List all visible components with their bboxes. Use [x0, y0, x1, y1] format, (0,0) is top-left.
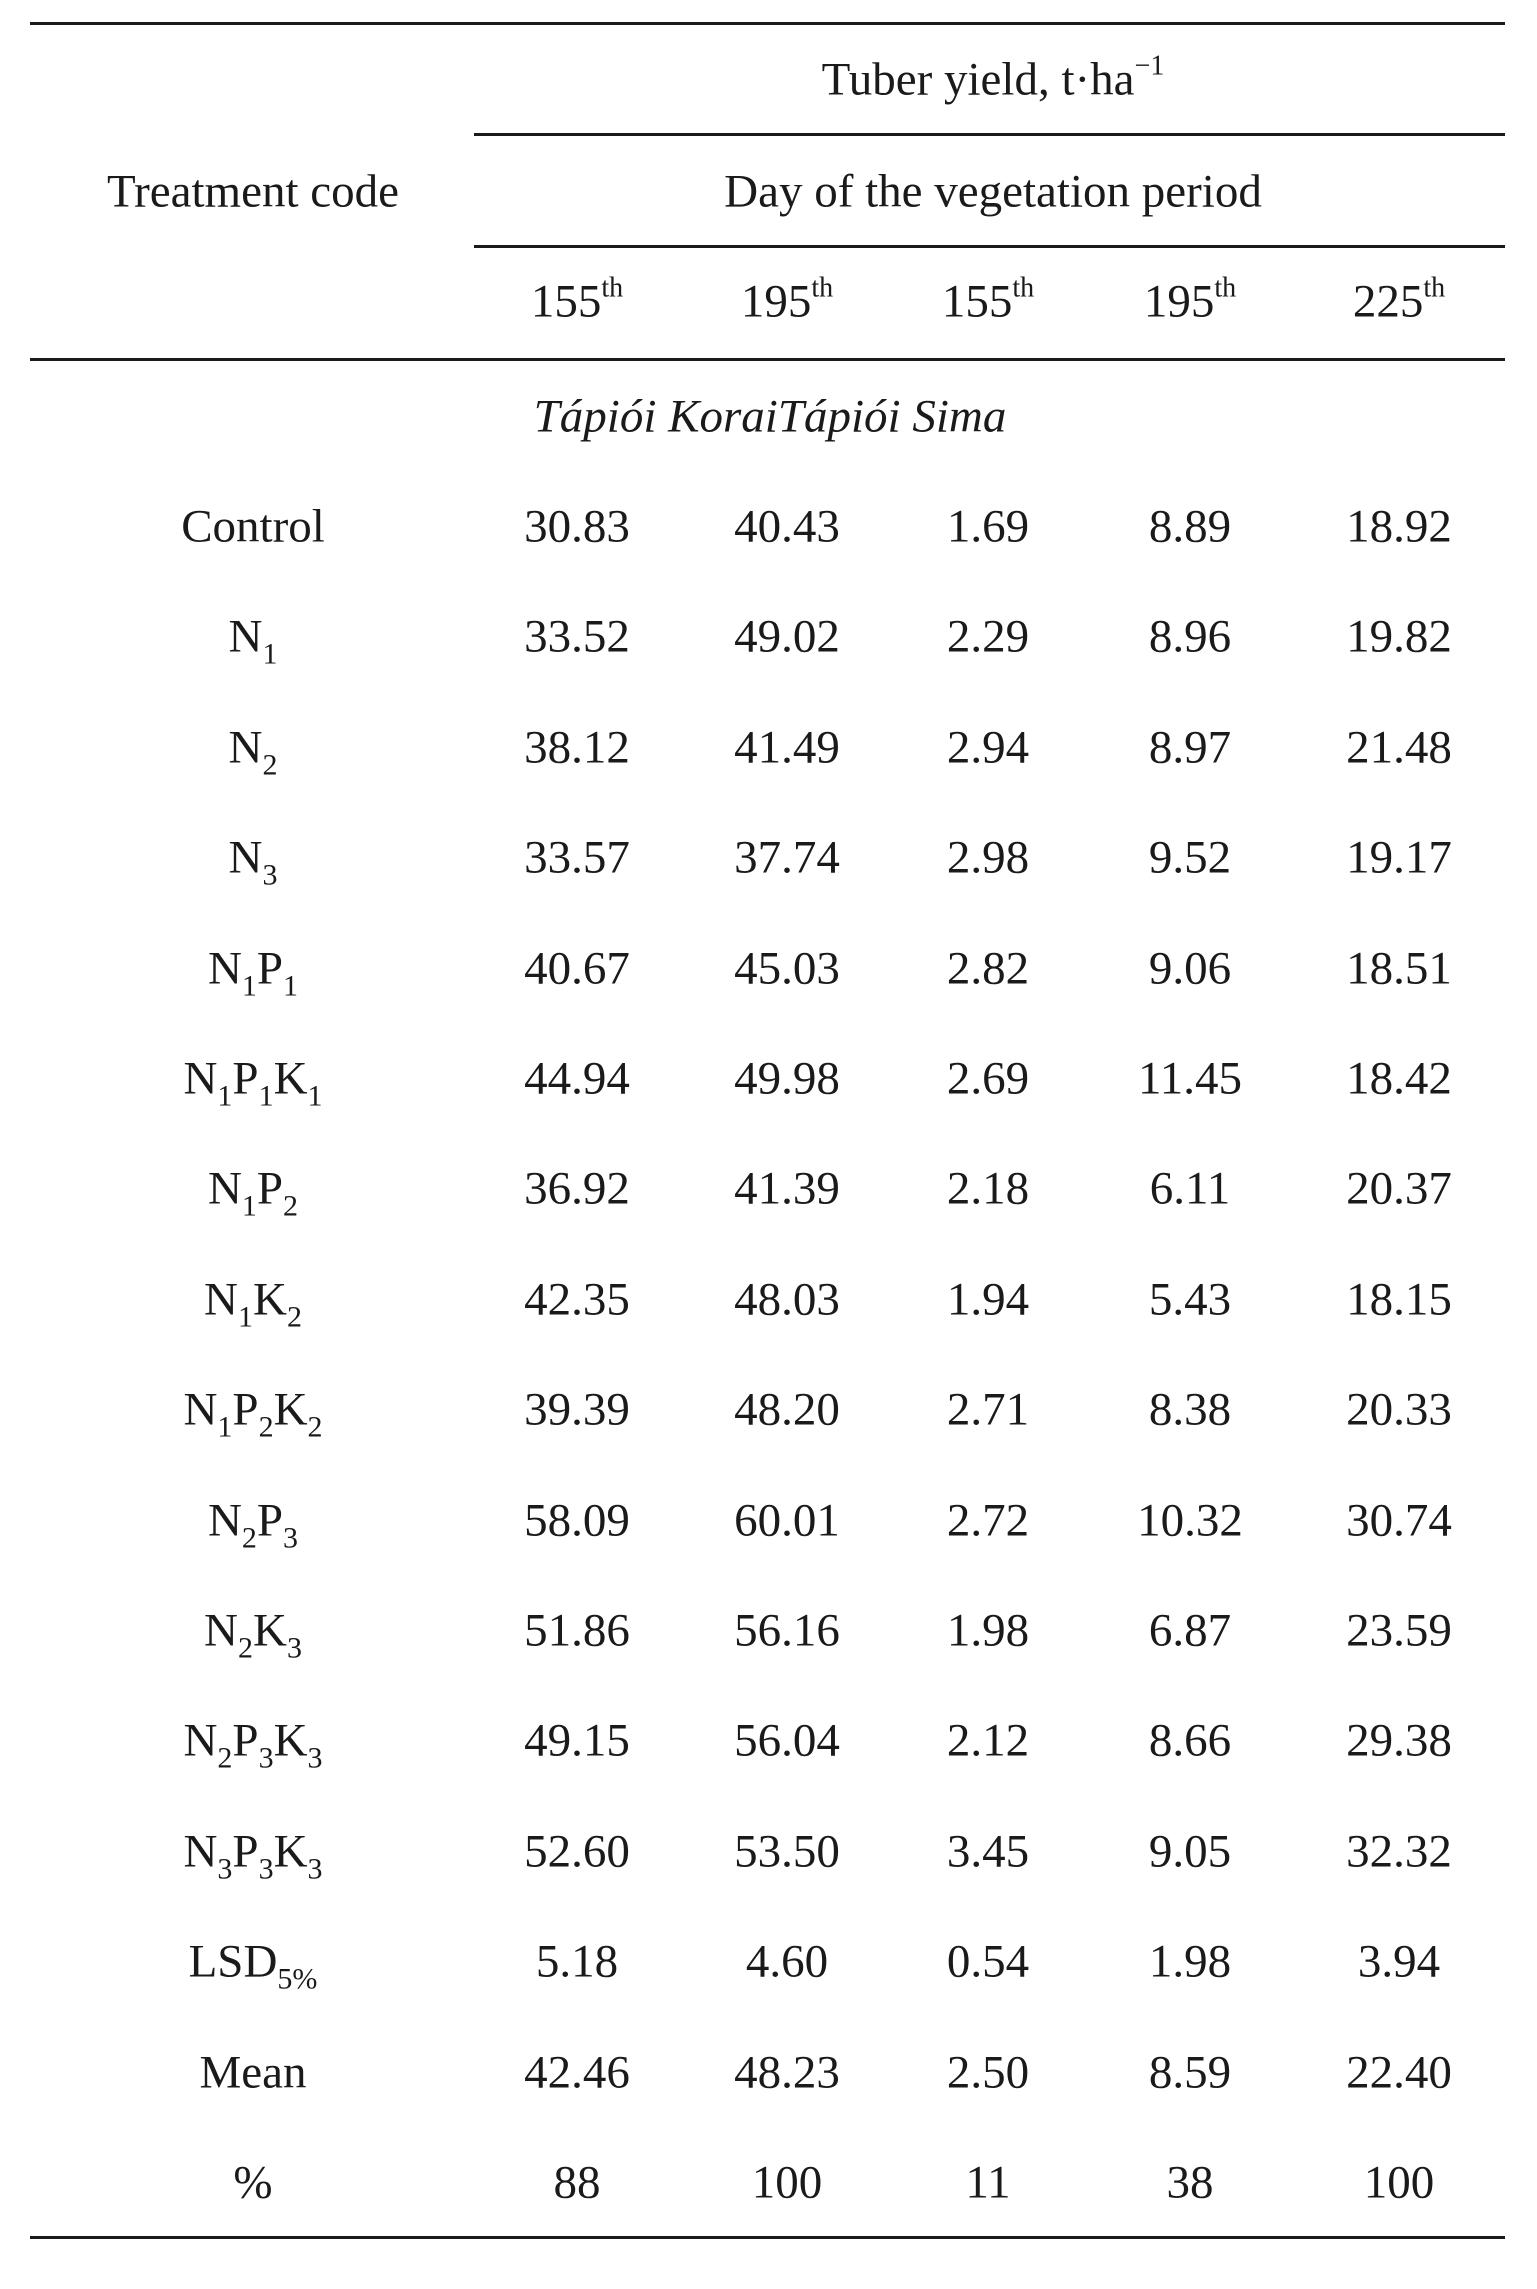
- value-cell: 8.97: [1148, 721, 1232, 774]
- code-subscript: 3: [283, 1521, 299, 1555]
- code-text: P: [232, 1383, 259, 1436]
- code-text: Mean: [199, 2046, 307, 2099]
- value-cell: 5.18: [535, 1935, 619, 1988]
- code-text: K: [273, 1714, 308, 1767]
- value-cell: 53.50: [734, 1825, 840, 1878]
- value-cell: 2.12: [946, 1714, 1030, 1767]
- value-cell: 44.94: [524, 1052, 630, 1105]
- value-cell: 6.87: [1148, 1604, 1232, 1657]
- value-cell: 18.92: [1346, 500, 1452, 553]
- value-cell: 30.83: [524, 500, 630, 553]
- value-cell: 37.74: [734, 831, 840, 884]
- code-text: P: [232, 1825, 259, 1878]
- value-cell: 40.43: [734, 500, 840, 553]
- code-subscript: 2: [258, 1410, 274, 1444]
- bottom-rule: [30, 2236, 1505, 2239]
- code-subscript: 3: [258, 1741, 274, 1775]
- code-subscript: 1: [241, 969, 257, 1003]
- value-cell: 3.94: [1357, 1935, 1441, 1988]
- day-header: [941, 272, 1035, 328]
- code-text: N: [228, 831, 263, 884]
- value-cell: 20.33: [1346, 1383, 1452, 1436]
- value-cell: 20.37: [1346, 1162, 1452, 1215]
- code-text: K: [273, 1052, 308, 1105]
- top-rule: [30, 22, 1505, 25]
- code-subscript: 3: [286, 1631, 302, 1665]
- day-ordinal-suffix: th: [601, 272, 624, 304]
- value-cell: 40.67: [524, 942, 630, 995]
- value-cell: 4.60: [745, 1935, 829, 1988]
- value-cell: 8.59: [1148, 2046, 1232, 2099]
- value-cell: 42.46: [524, 2046, 630, 2099]
- code-text: LSD: [188, 1935, 278, 1988]
- treatment-code-cell: [207, 1162, 299, 1223]
- treatment-code-cell: [188, 1935, 318, 1996]
- code-text: P: [256, 1162, 284, 1215]
- value-cell: 38.12: [524, 721, 630, 774]
- treatment-code-cell: [228, 610, 278, 671]
- treatment-code-cell: [207, 942, 299, 1003]
- day-header: [1143, 272, 1237, 328]
- value-cell: 21.48: [1346, 721, 1452, 774]
- treatment-code-cell: [183, 1383, 323, 1444]
- value-cell: 49.02: [734, 610, 840, 663]
- code-text: N: [183, 1052, 218, 1105]
- treatment-code-cell: [183, 1714, 323, 1775]
- value-cell: 10.32: [1137, 1494, 1243, 1547]
- treatment-code-cell: [228, 721, 278, 782]
- value-cell: 33.57: [524, 831, 630, 884]
- value-cell: 2.50: [946, 2046, 1030, 2099]
- code-subscript: 2: [283, 1189, 299, 1223]
- code-subscript: 2: [307, 1410, 323, 1444]
- value-cell: 2.18: [946, 1162, 1030, 1215]
- value-cell: 0.54: [946, 1935, 1030, 1988]
- code-text: N: [207, 1162, 242, 1215]
- value-cell: 9.06: [1148, 942, 1232, 995]
- code-subscript: 3: [307, 1741, 323, 1775]
- code-subscript: 3: [217, 1852, 233, 1886]
- treatment-code-cell: [228, 831, 278, 892]
- day-number: 155: [941, 275, 1013, 328]
- tuber-yield-unit-exponent: −1: [1134, 50, 1165, 82]
- code-subscript: 1: [307, 1079, 323, 1113]
- code-subscript: 1: [283, 969, 299, 1003]
- code-subscript: 3: [258, 1852, 274, 1886]
- value-cell: 1.69: [946, 500, 1030, 553]
- code-subscript: 1: [217, 1410, 233, 1444]
- value-cell: 45.03: [734, 942, 840, 995]
- tuber-yield-text: Tuber yield, t·ha: [821, 53, 1135, 106]
- code-text: N: [204, 1273, 238, 1326]
- value-cell: 3.45: [946, 1825, 1030, 1878]
- value-cell: 18.51: [1346, 942, 1452, 995]
- value-cell: 41.39: [734, 1162, 840, 1215]
- value-cell: 8.96: [1148, 610, 1232, 663]
- day-header: [530, 272, 624, 328]
- value-cell: 5.43: [1148, 1273, 1232, 1326]
- value-cell: 52.60: [524, 1825, 630, 1878]
- day-number: 155: [530, 275, 602, 328]
- code-text: P: [256, 1494, 284, 1547]
- day-header: [1352, 272, 1446, 328]
- code-subscript: 1: [262, 637, 278, 671]
- value-cell: 8.38: [1148, 1383, 1232, 1436]
- day-header: [740, 272, 834, 328]
- code-text: K: [253, 1273, 287, 1326]
- day-number: 195: [740, 275, 812, 328]
- code-text: N: [183, 1383, 218, 1436]
- day-ordinal-suffix: th: [1012, 272, 1035, 304]
- code-subscript: 1: [258, 1079, 274, 1113]
- code-subscript: 2: [238, 1631, 253, 1665]
- value-cell: 1.98: [1148, 1935, 1232, 1988]
- code-text: N: [228, 610, 263, 663]
- value-cell: 1.94: [946, 1273, 1030, 1326]
- code-subscript: 2: [262, 748, 278, 782]
- value-cell: 100: [751, 2156, 823, 2209]
- value-cell: 19.82: [1346, 610, 1452, 663]
- value-cell: 49.15: [524, 1714, 630, 1767]
- code-subscript: 2: [217, 1741, 233, 1775]
- header-bottom-rule: [30, 358, 1505, 361]
- value-cell: 8.66: [1148, 1714, 1232, 1767]
- value-cell: 48.23: [734, 2046, 840, 2099]
- value-cell: 56.04: [734, 1714, 840, 1767]
- value-cell: 39.39: [524, 1383, 630, 1436]
- code-text: K: [273, 1825, 308, 1878]
- value-cell: 48.03: [734, 1273, 840, 1326]
- treatment-code-header: Treatment code: [107, 165, 399, 218]
- value-cell: 2.94: [946, 721, 1030, 774]
- value-cell: 19.17: [1346, 831, 1452, 884]
- value-cell: 49.98: [734, 1052, 840, 1105]
- value-cell: 22.40: [1346, 2046, 1452, 2099]
- code-subscript: 3: [307, 1852, 323, 1886]
- value-cell: 6.11: [1149, 1162, 1231, 1215]
- day-of-period-header: Day of the vegetation period: [724, 165, 1262, 218]
- value-cell: 30.74: [1346, 1494, 1452, 1547]
- value-cell: 33.52: [524, 610, 630, 663]
- code-text: Control: [181, 500, 325, 553]
- code-text: N: [204, 1604, 238, 1657]
- treatment-code-cell: [199, 2046, 307, 2099]
- value-cell: 58.09: [524, 1494, 630, 1547]
- code-subscript: 2: [286, 1300, 302, 1334]
- value-cell: 88: [553, 2156, 601, 2209]
- value-cell: 56.16: [734, 1604, 840, 1657]
- code-text: P: [232, 1052, 259, 1105]
- code-text: N: [183, 1825, 218, 1878]
- code-subscript: 2: [241, 1521, 257, 1555]
- value-cell: 32.32: [1346, 1825, 1452, 1878]
- value-cell: 11: [965, 2156, 1011, 2209]
- treatment-code-cell: [233, 2156, 273, 2209]
- value-cell: 29.38: [1346, 1714, 1452, 1767]
- treatment-code-cell: [181, 500, 325, 553]
- treatment-code-cell: [207, 1494, 299, 1555]
- treatment-code-cell: [204, 1273, 302, 1334]
- value-cell: 2.72: [946, 1494, 1030, 1547]
- code-text: K: [273, 1383, 308, 1436]
- day-ordinal-suffix: th: [811, 272, 834, 304]
- value-cell: 2.98: [946, 831, 1030, 884]
- code-text: K: [253, 1604, 287, 1657]
- value-cell: 60.01: [734, 1494, 840, 1547]
- day-ordinal-suffix: th: [1214, 272, 1237, 304]
- code-subscript: 5%: [277, 1962, 318, 1996]
- code-text: N: [207, 1494, 242, 1547]
- value-cell: 9.05: [1148, 1825, 1232, 1878]
- value-cell: 2.69: [946, 1052, 1030, 1105]
- treatment-code-cell: [204, 1604, 302, 1665]
- value-cell: 9.52: [1148, 831, 1232, 884]
- value-cell: 41.49: [734, 721, 840, 774]
- value-cell: 48.20: [734, 1383, 840, 1436]
- value-cell: 2.29: [946, 610, 1030, 663]
- value-cell: 2.82: [946, 942, 1030, 995]
- value-cell: 8.89: [1148, 500, 1232, 553]
- treatment-code-cell: [183, 1825, 323, 1886]
- day-number: 195: [1143, 275, 1215, 328]
- code-text: N: [183, 1714, 218, 1767]
- value-cell: 18.15: [1346, 1273, 1452, 1326]
- value-cell: 42.35: [524, 1273, 630, 1326]
- value-cell: 100: [1363, 2156, 1435, 2209]
- code-text: %: [233, 2156, 273, 2209]
- tuber-yield-rule: [474, 133, 1505, 136]
- cultivar-label: Tápiói KoraiTápiói Sima: [533, 390, 1007, 443]
- tuber-yield-header: [821, 50, 1165, 106]
- code-text: P: [256, 942, 284, 995]
- value-cell: 11.45: [1137, 1052, 1243, 1105]
- code-text: N: [207, 942, 242, 995]
- value-cell: 36.92: [524, 1162, 630, 1215]
- code-text: N: [228, 721, 263, 774]
- value-cell: 38: [1166, 2156, 1214, 2209]
- value-cell: 2.71: [946, 1383, 1030, 1436]
- day-of-period-rule: [474, 245, 1505, 248]
- day-ordinal-suffix: th: [1423, 272, 1446, 304]
- code-subscript: 1: [238, 1300, 253, 1334]
- code-text: P: [232, 1714, 259, 1767]
- code-subscript: 1: [241, 1189, 257, 1223]
- code-subscript: 3: [262, 858, 278, 892]
- value-cell: 23.59: [1346, 1604, 1452, 1657]
- code-subscript: 1: [217, 1079, 233, 1113]
- value-cell: 1.98: [946, 1604, 1030, 1657]
- treatment-code-cell: [183, 1052, 323, 1113]
- value-cell: 18.42: [1346, 1052, 1452, 1105]
- day-number: 225: [1352, 275, 1424, 328]
- value-cell: 51.86: [524, 1604, 630, 1657]
